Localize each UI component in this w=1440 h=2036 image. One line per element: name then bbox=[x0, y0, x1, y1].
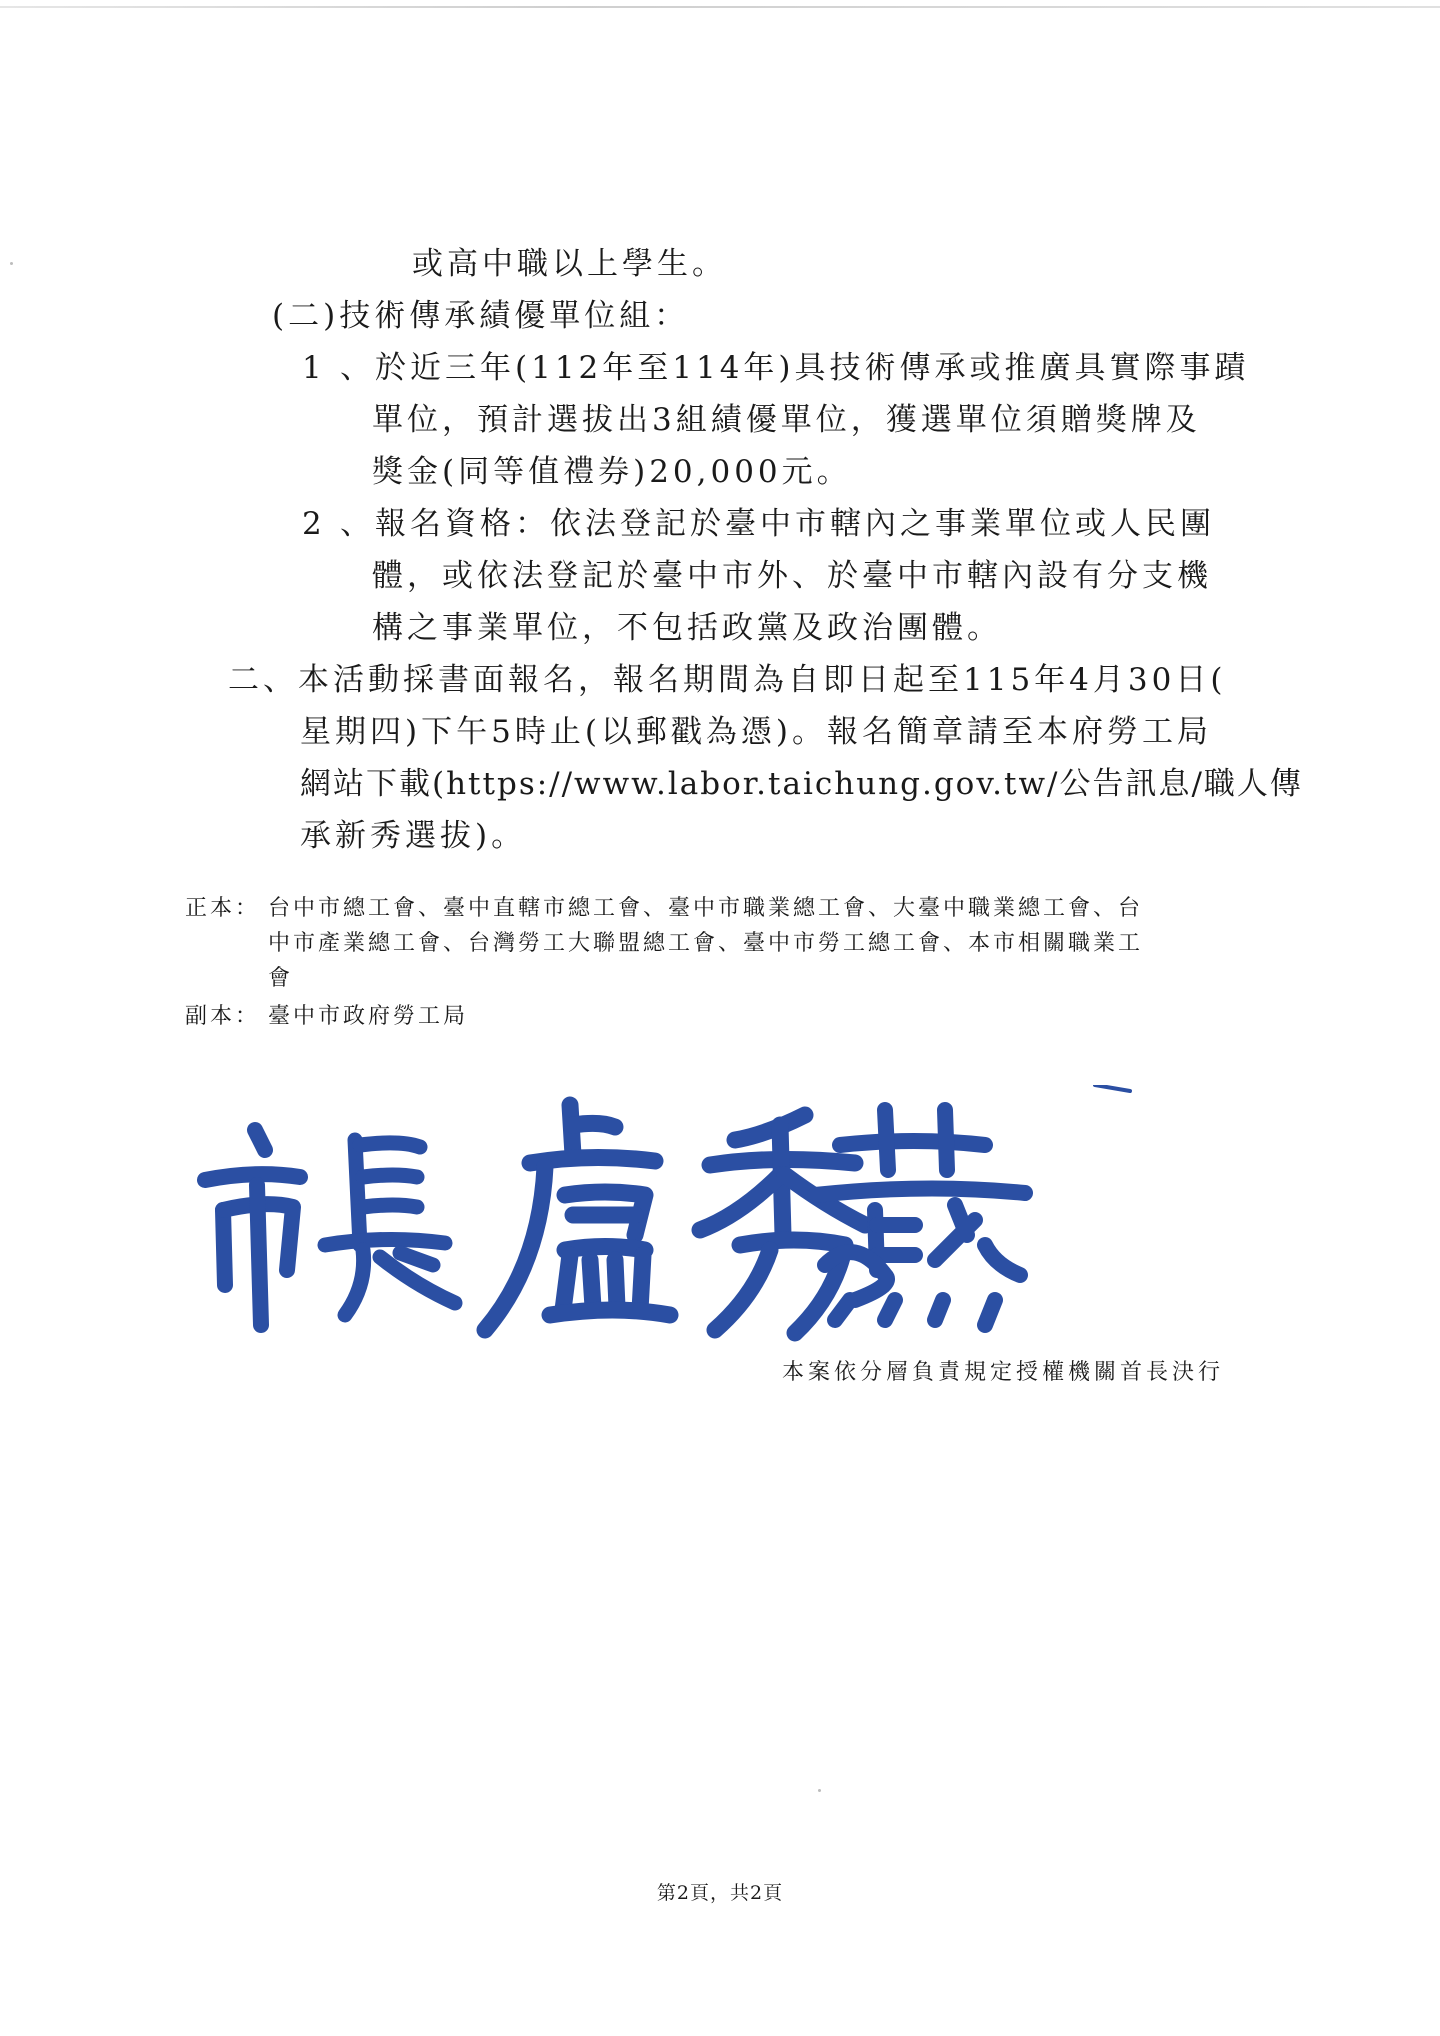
recipient-main-line: 台中市總工會、臺中直轄市總工會、臺中市職業總工會、大臺中職業總工會、台 bbox=[268, 896, 1144, 921]
body-line: 承新秀選拔)。 bbox=[300, 818, 527, 854]
body-line: 星期四)下午5時止(以郵戳為憑)。報名簡章請至本府勞工局 bbox=[300, 714, 1213, 750]
body-line: 體，或依法登記於臺中市外、於臺中市轄內設有分支機 bbox=[372, 558, 1212, 594]
scan-speck bbox=[10, 262, 13, 265]
recipient-copy-line: 臺中市政府勞工局 bbox=[268, 1004, 469, 1029]
page-number: 第2頁，共2頁 bbox=[656, 1882, 784, 1904]
signature-char-chang bbox=[325, 1140, 455, 1315]
authorization-note: 本案依分層負責規定授權機關首長決行 bbox=[782, 1360, 1225, 1385]
body-line: 或高中職以上學生。 bbox=[412, 246, 727, 282]
signature-char-lu bbox=[485, 1105, 670, 1330]
body-line: 、報名資格：依法登記於臺中市轄內之事業單位或人民團 bbox=[340, 506, 1215, 542]
recipient-copy-label: 副本： bbox=[185, 1004, 261, 1029]
item-number: 2 bbox=[302, 506, 322, 542]
recipient-main-line: 中市產業總工會、台灣勞工大聯盟總工會、臺中市勞工總工會、本市相關職業工 bbox=[268, 931, 1144, 956]
body-line: 獎金(同等值禮券)20,000元。 bbox=[372, 454, 852, 490]
body-line: 、於近三年(112年至114年)具技術傳承或推廣具實際事蹟 bbox=[340, 350, 1250, 386]
body-line: 構之事業單位，不包括政黨及政治團體。 bbox=[372, 610, 1002, 646]
recipient-main-label: 正本： bbox=[185, 896, 261, 921]
recipient-main-line: 會 bbox=[268, 966, 294, 991]
scan-speck bbox=[818, 1789, 821, 1792]
signature-char-shi bbox=[205, 1130, 300, 1325]
mayor-signature-stamp bbox=[195, 1085, 1155, 1345]
body-line: 單位，預計選拔出3組績優單位，獲選單位須贈獎牌及 bbox=[372, 402, 1201, 438]
section-heading: (二)技術傳承績優單位組： bbox=[272, 298, 690, 334]
body-line: 網站下載(https://www.labor.taichung.gov.tw/公告訊息/職人傳 bbox=[300, 766, 1303, 802]
item-number: 1 bbox=[302, 350, 322, 386]
signature-ink-mark bbox=[1095, 1085, 1130, 1091]
scan-top-edge bbox=[0, 6, 1440, 8]
section-heading: 二、本活動採書面報名，報名期間為自即日起至115年4月30日( bbox=[228, 662, 1227, 698]
